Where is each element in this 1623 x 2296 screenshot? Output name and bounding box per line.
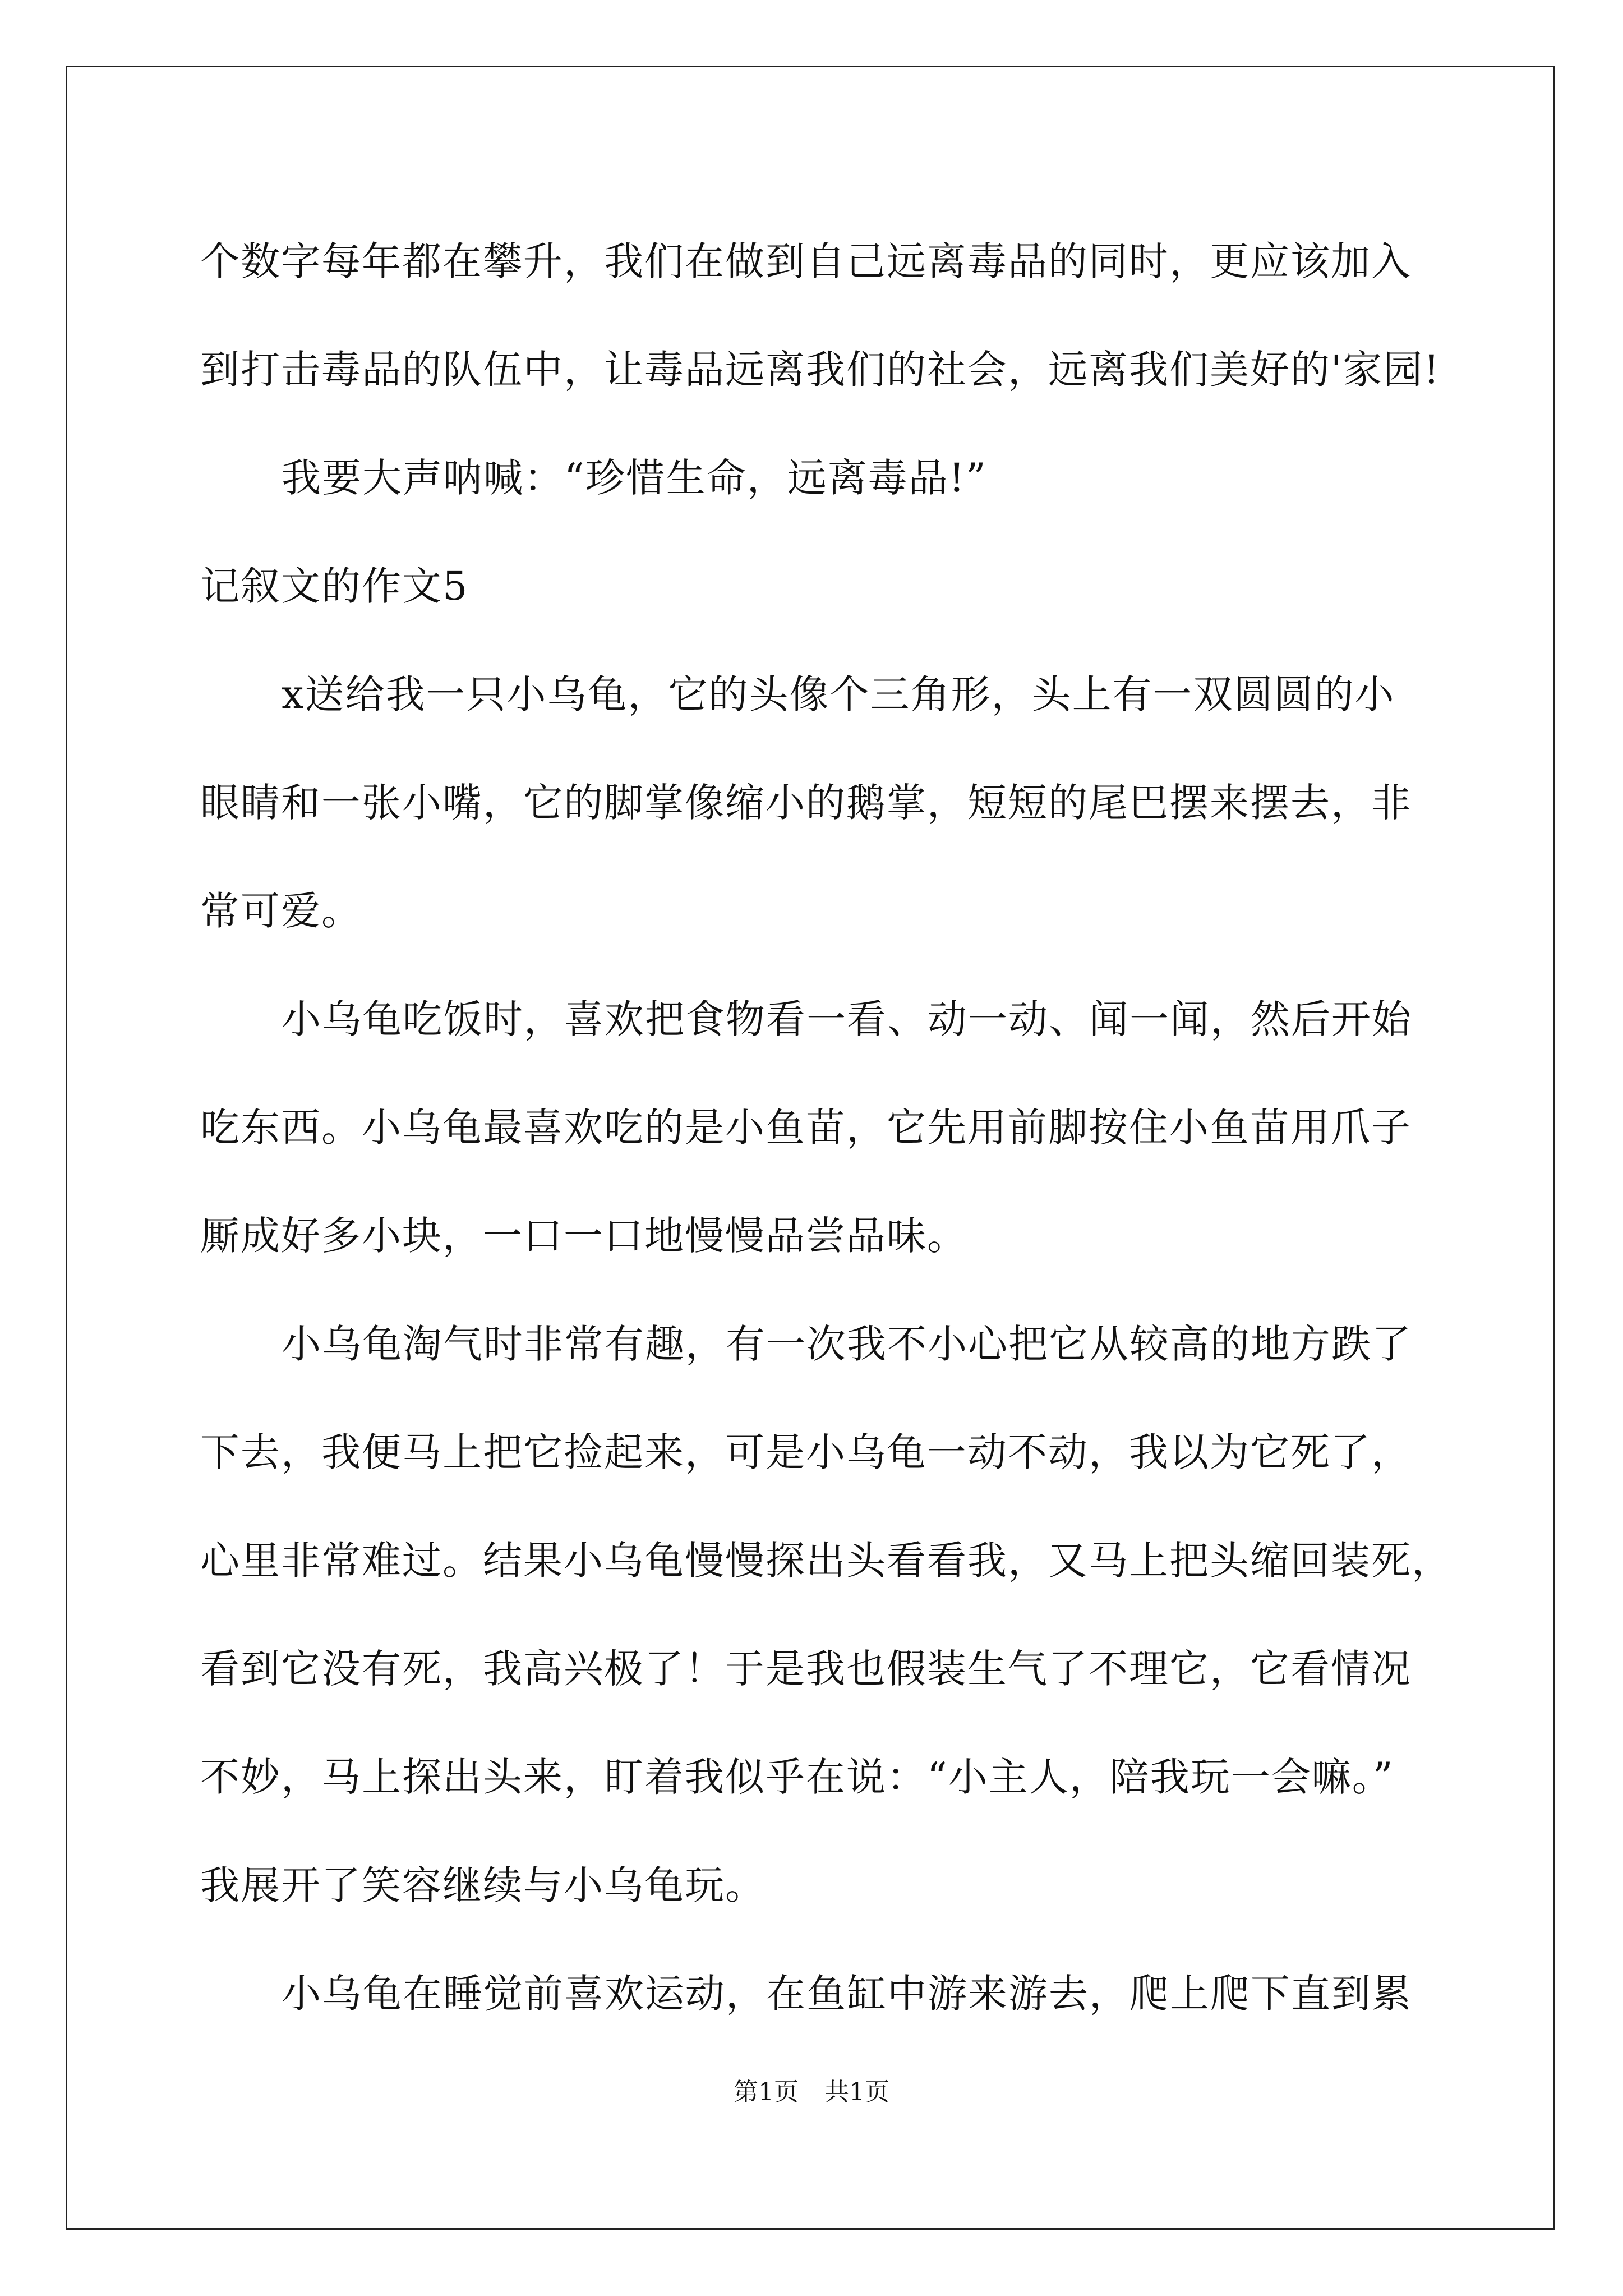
document-body (200, 208, 1452, 2048)
page-footer (0, 2076, 1623, 2109)
text-line: 到打击毒品的队伍中，让毒品远离我们的社会，远离我们美好的'家园! (200, 347, 1441, 393)
text-line: 小乌龟吃饭时，喜欢把食物看一看、动一动、闻一闻，然后开始 (282, 996, 1412, 1042)
page-number: 第1页 (734, 2078, 799, 2106)
text-line: x送给我一只小乌龟，它的头像个三角形，头上有一双圆圆的小 (282, 671, 1395, 717)
text-line: 下去，我便马上把它捡起来，可是小乌龟一动不动，我以为它死了， (200, 1429, 1412, 1475)
text-line: 我展开了笑容继续与小乌龟玩。 (200, 1862, 766, 1908)
text-line: 眼睛和一张小嘴，它的脚掌像缩小的鹅掌，短短的尾巴摆来摆去，非 (200, 780, 1412, 826)
text-line: 小乌龟淘气时非常有趣，有一次我不小心把它从较高的地方跌了 (282, 1321, 1412, 1367)
text-line: 常可爱。 (200, 888, 362, 934)
text-line: 吃东西。小乌龟最喜欢吃的是小鱼苗，它先用前脚按住小鱼苗用爪子 (200, 1105, 1412, 1151)
text-line: 小乌龟在睡觉前喜欢运动，在鱼缸中游来游去，爬上爬下直到累 (282, 1971, 1412, 2017)
text-line: 心里非常难过。结果小乌龟慢慢探出头看看我，又马上把头缩回装死， (200, 1538, 1452, 1584)
text-line: 我要大声呐喊：“珍惜生命，远离毒品!” (282, 455, 987, 501)
text-line: 厮成好多小块，一口一口地慢慢品尝品味。 (200, 1213, 967, 1259)
text-line: 看到它没有死，我高兴极了！于是我也假装生气了不理它，它看情况 (200, 1646, 1412, 1692)
text-line: 个数字每年都在攀升，我们在做到自己远离毒品的同时，更应该加入 (200, 238, 1412, 284)
page-total: 共1页 (824, 2078, 889, 2106)
text-line: 不妙，马上探出头来，盯着我似乎在说：“小主人，陪我玩一会嘛。” (200, 1754, 1394, 1800)
section-heading: 记叙文的作文5 (200, 563, 469, 609)
